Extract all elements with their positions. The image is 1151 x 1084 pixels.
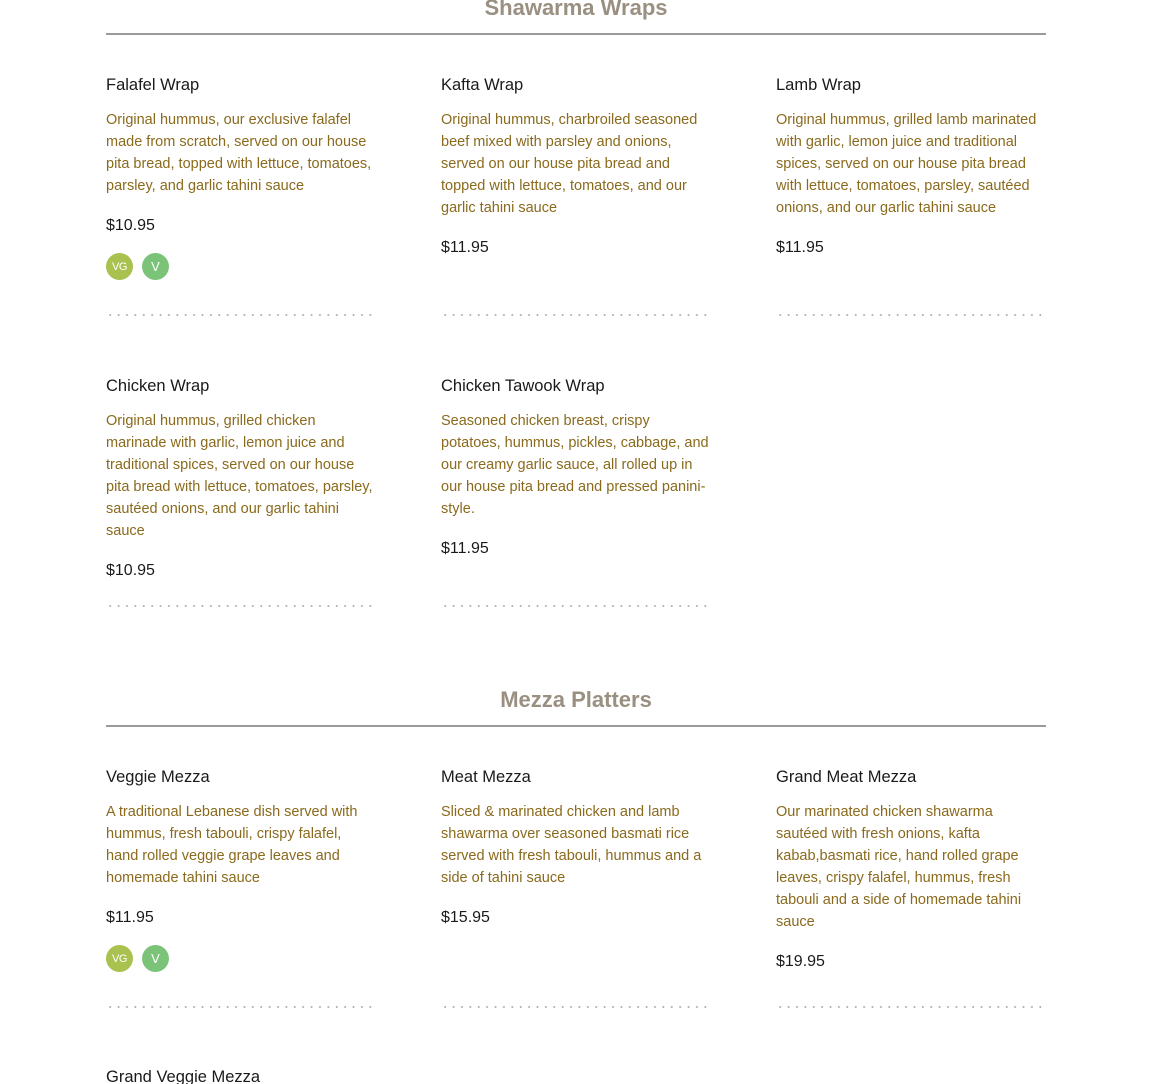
dotted-separator — [441, 314, 711, 316]
dietary-badges — [106, 945, 376, 972]
section-title: Shawarma Wraps — [484, 0, 668, 20]
item-name: Chicken Wrap — [106, 377, 210, 395]
section-title: Mezza Platters — [500, 687, 652, 712]
vegetarian-badge-icon: V — [142, 253, 169, 280]
section-mezza-platters — [106, 685, 1046, 727]
item-description: Original hummus, charbroiled seasoned beef mixed with parsley and onions, served on our house pita bread and topped with lettuce, tomatoes, and our garlic tahini sauce — [441, 112, 698, 216]
dietary-badges — [106, 253, 376, 280]
item-price: $10.95 — [106, 217, 155, 234]
item-name: Falafel Wrap — [106, 76, 200, 94]
vegan-badge-icon: VG — [106, 253, 133, 280]
item-price: $11.95 — [776, 239, 824, 256]
menu-item-kafta-wrap[interactable] — [441, 74, 711, 259]
vegetarian-badge-icon: V — [142, 945, 169, 972]
menu-item-falafel-wrap[interactable] — [106, 74, 376, 280]
menu-item-chicken-tawook-wrap[interactable] — [441, 375, 711, 560]
menu-item-meat-mezza[interactable] — [441, 766, 711, 929]
item-name: Chicken Tawook Wrap — [441, 377, 605, 395]
item-description: Our marinated chicken shawarma sautéed with fresh onions, kafta kabab,basmati rice, hand rolled grape leaves, crispy falafel, hummus, fresh tabouli and a side of homemade tahini sauce — [776, 804, 1022, 930]
item-description: Original hummus, grilled chicken marinade with garlic, lemon juice and traditional spices, served on our house pita bread with lettuce, tomatoes, parsley, sautéed onions, and our garlic tahini sauce — [106, 413, 373, 539]
item-price: $11.95 — [106, 909, 154, 926]
dotted-separator — [441, 1006, 711, 1008]
item-description: Original hummus, grilled lamb marinated with garlic, lemon juice and traditional spices, served on our house pita bread with lettuce, tomatoes, parsley, sautéed onions, and our garlic tahini sauce — [776, 112, 1037, 216]
item-description: Original hummus, our exclusive falafel made from scratch, served on our house pita bread, topped with lettuce, tomatoes, parsley, and garlic tahini sauce — [106, 112, 372, 194]
item-price: $11.95 — [441, 239, 489, 256]
dotted-separator — [776, 1006, 1046, 1008]
menu-item-chicken-wrap[interactable] — [106, 375, 376, 582]
section-shawarma-wraps — [106, 0, 1046, 35]
item-price: $11.95 — [441, 540, 489, 557]
menu-item-veggie-mezza[interactable] — [106, 766, 376, 972]
item-name: Grand Meat Mezza — [776, 768, 917, 786]
dotted-separator — [441, 605, 711, 607]
section-divider — [106, 33, 1046, 35]
dotted-separator — [776, 314, 1046, 316]
item-name: Grand Veggie Mezza — [106, 1068, 261, 1084]
item-description: Sliced & marinated chicken and lamb shawarma over seasoned basmati rice served with fresh tabouli, hummus and a side of tahini sauce — [441, 804, 702, 886]
item-name: Veggie Mezza — [106, 768, 210, 786]
vegan-badge-icon: VG — [106, 945, 133, 972]
item-description: Seasoned chicken breast, crispy potatoes, hummus, pickles, cabbage, and our creamy garlic sauce, all rolled up in our house pita bread and pressed panini-style. — [441, 413, 709, 517]
item-price: $15.95 — [441, 909, 490, 926]
section-divider — [106, 725, 1046, 727]
dotted-separator — [106, 1006, 376, 1008]
item-name: Lamb Wrap — [776, 76, 861, 94]
item-price: $19.95 — [776, 953, 825, 970]
menu-item-grand-meat-mezza[interactable] — [776, 766, 1046, 973]
menu-item-lamb-wrap[interactable] — [776, 74, 1046, 259]
item-name: Kafta Wrap — [441, 76, 524, 94]
item-name: Meat Mezza — [441, 768, 531, 786]
dotted-separator — [106, 605, 376, 607]
item-price: $10.95 — [106, 562, 155, 579]
menu-item-grand-veggie-mezza[interactable] — [106, 1066, 376, 1084]
item-description: A traditional Lebanese dish served with hummus, fresh tabouli, crispy falafel, hand rolled veggie grape leaves and homemade tahini sauce — [106, 804, 358, 886]
dotted-separator — [106, 314, 376, 316]
